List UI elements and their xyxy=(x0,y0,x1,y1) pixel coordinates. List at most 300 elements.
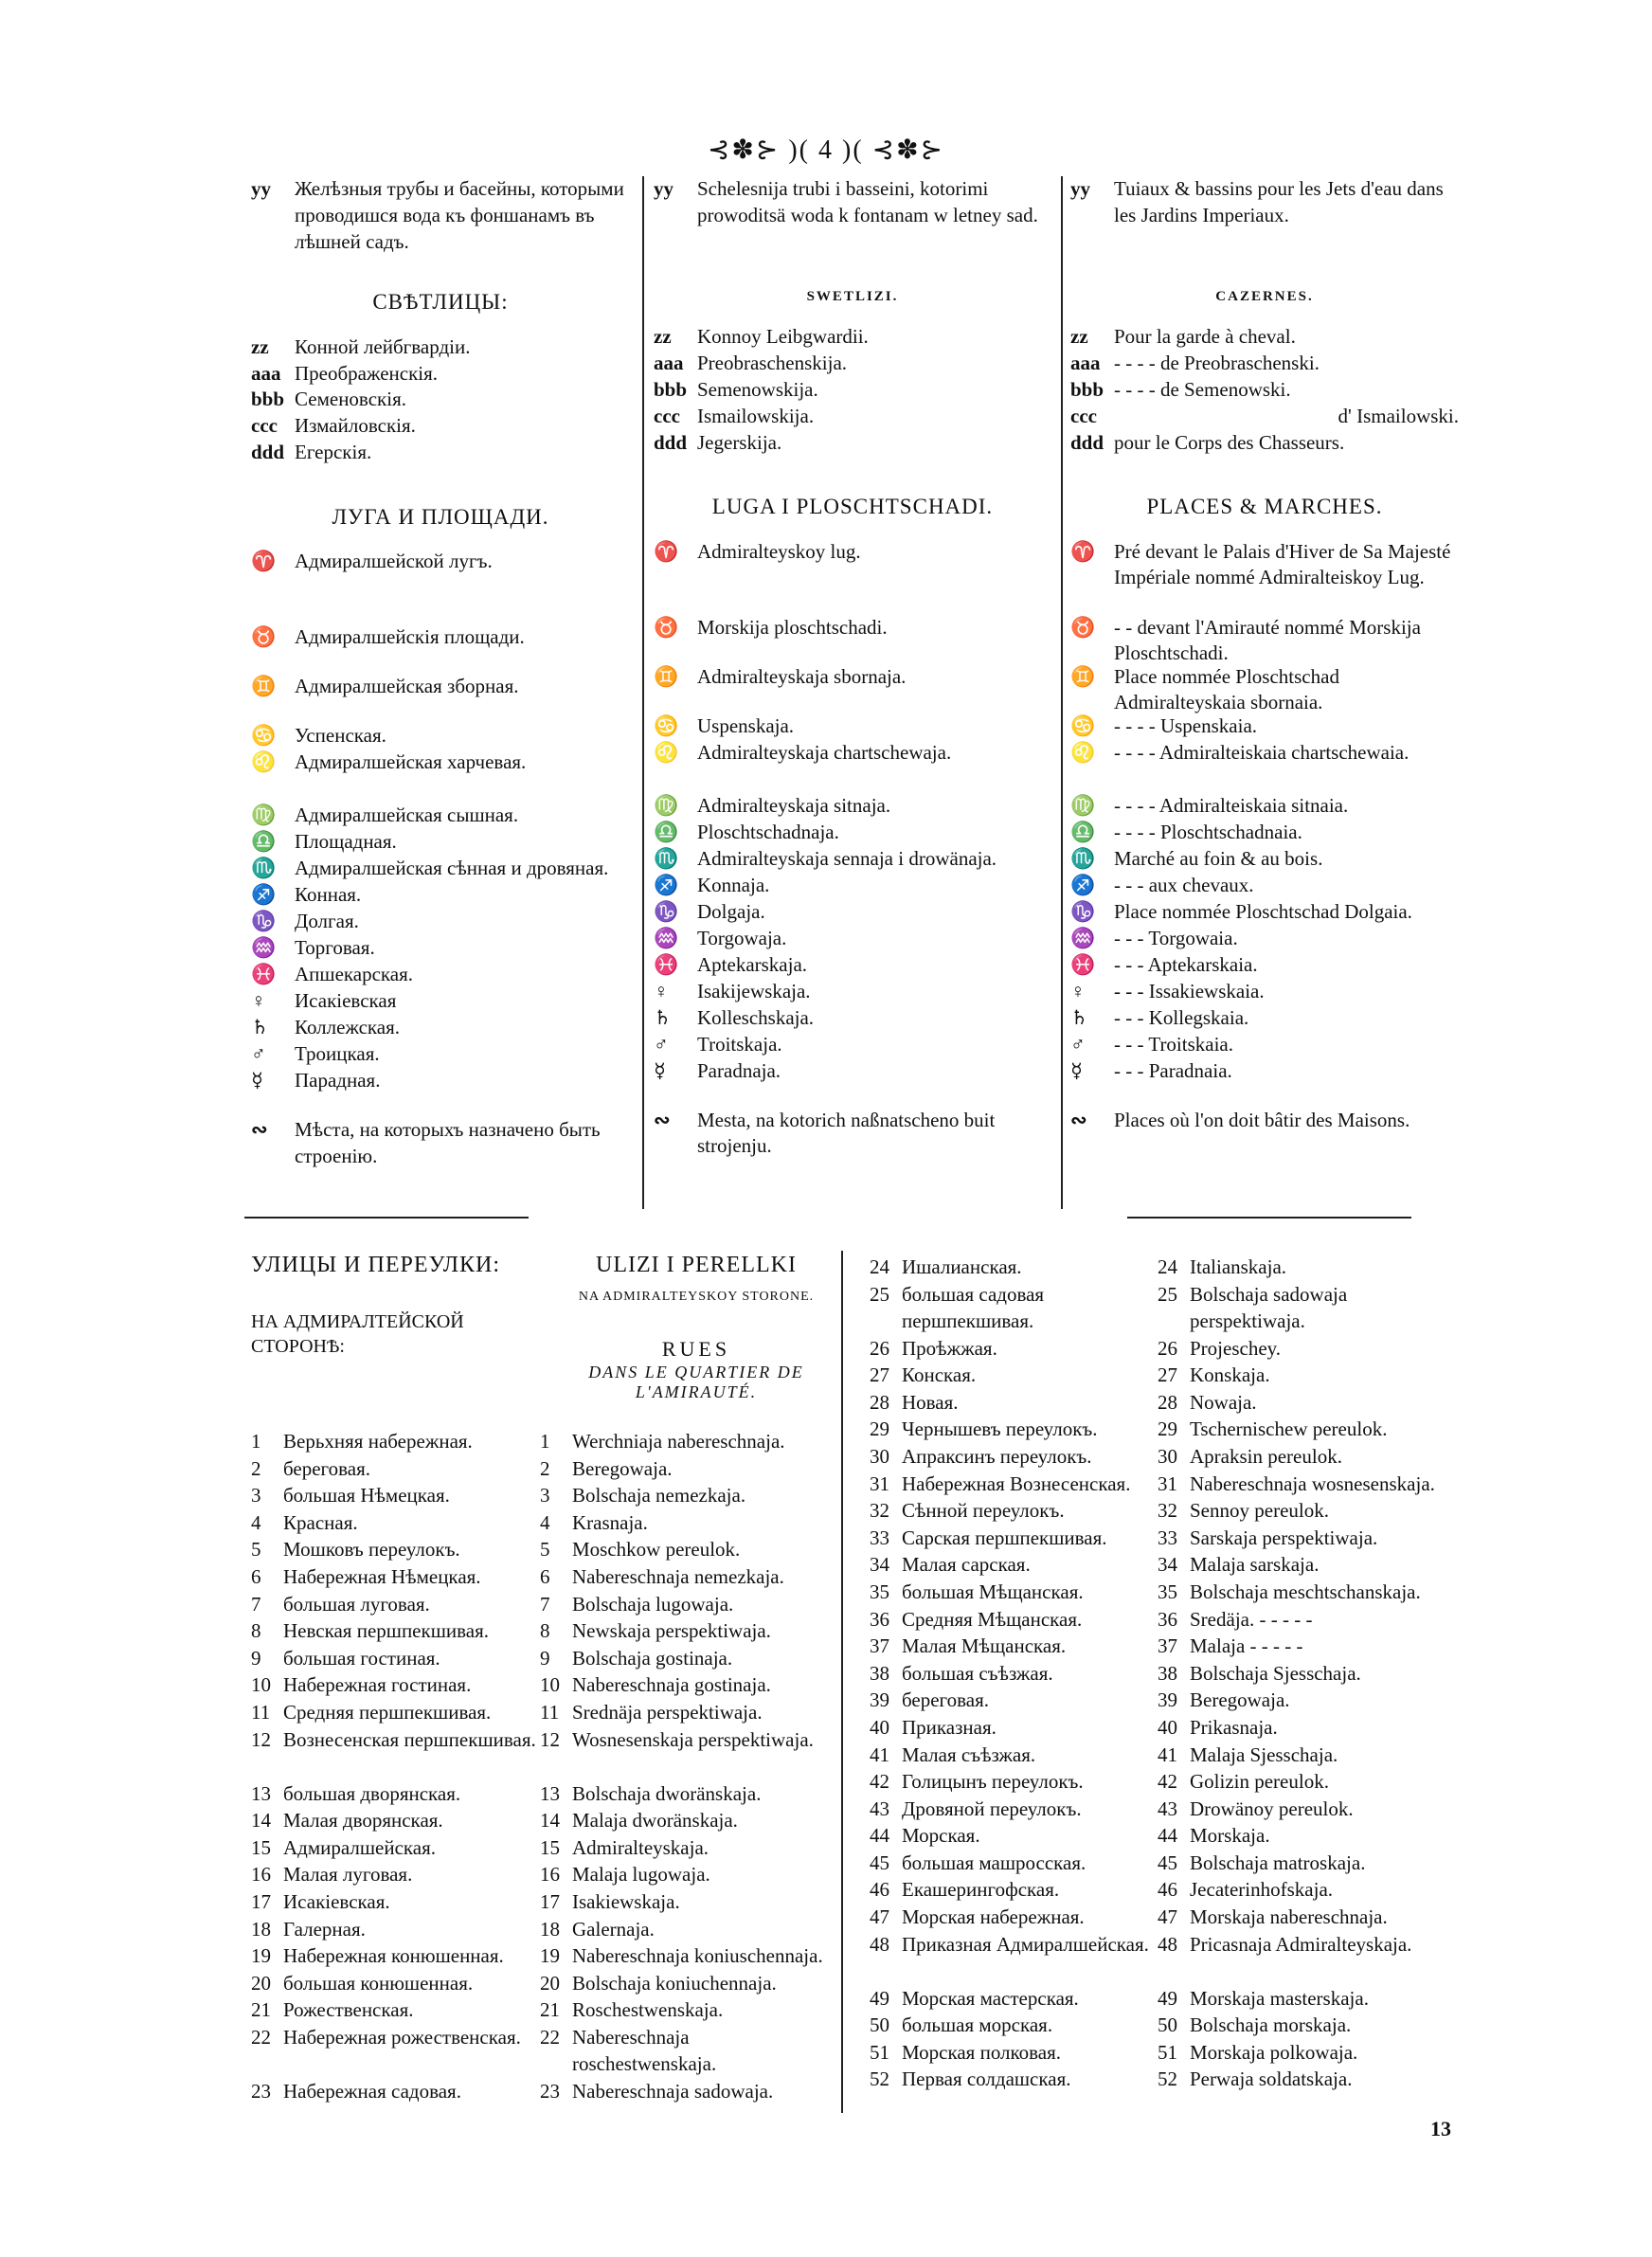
sagittarius-icon: ♐ xyxy=(654,873,679,896)
list-item xyxy=(870,1390,1163,1417)
item-number: 29 xyxy=(870,1417,889,1441)
list-item xyxy=(1158,1580,1442,1607)
item-number: 44 xyxy=(870,1824,889,1848)
street-name: Красная. xyxy=(283,1510,358,1534)
places-list xyxy=(251,549,630,1170)
list-item xyxy=(251,882,630,909)
street-name: Конская. xyxy=(902,1363,977,1387)
virgo-icon: ♍ xyxy=(251,803,277,827)
item-number: 42 xyxy=(1158,1770,1177,1794)
virgo-icon: ♍ xyxy=(654,793,679,817)
street-name: Wosnesenskaja perspektiwaja. xyxy=(572,1727,814,1751)
libra-icon: ♎ xyxy=(654,820,679,843)
street-name: Malaja dworänskaja. xyxy=(572,1809,738,1833)
item-number: 52 xyxy=(870,2067,889,2091)
item-number: 47 xyxy=(870,1905,889,1929)
list-item xyxy=(870,1282,1163,1336)
capricorn-icon: ♑ xyxy=(654,899,679,923)
gemini-icon: ♊ xyxy=(1070,664,1096,688)
entry-code: ccc xyxy=(1070,404,1097,427)
list-item xyxy=(251,1456,564,1484)
entry-text: Желѣзныя трубы и басейны, которыми проводишся вода къ фоншанамъ въ лѣшней садъ. xyxy=(295,177,624,253)
street-name: Nabereschnaja wosnesenskaja. xyxy=(1190,1472,1435,1495)
list-item xyxy=(654,793,1051,820)
list-item xyxy=(870,1688,1163,1715)
aquarius-icon: ♒ xyxy=(1070,926,1096,949)
item-number: 18 xyxy=(251,1917,271,1941)
barracks-list xyxy=(1070,324,1459,468)
venus-icon: ♀ xyxy=(251,989,266,1013)
list-item xyxy=(1158,2067,1442,2094)
list-item xyxy=(251,1808,564,1835)
street-name: Roschestwenskaja. xyxy=(572,1998,724,2022)
list-item xyxy=(540,2079,824,2106)
item-number: 26 xyxy=(870,1336,889,1360)
street-name: Новая. xyxy=(902,1390,959,1414)
street-name: Projeschey. xyxy=(1190,1336,1282,1360)
entry-text: Schelesnija trubi i basseini, kotorimi prowoditsä woda k fontanam w letney sad. xyxy=(697,177,1038,226)
list-item xyxy=(1158,1715,1442,1742)
street-name: Набережная Нѣмецкая. xyxy=(283,1564,481,1588)
section-title-barracks: SWETLIZI. xyxy=(806,289,899,304)
item-number: 8 xyxy=(540,1619,550,1643)
street-name: Morskaja polkowaja. xyxy=(1190,2040,1358,2064)
list-item xyxy=(1070,615,1459,664)
street-name: большая садовая першпекшивая. xyxy=(902,1282,1045,1332)
entry-text: Preobraschenskija. xyxy=(697,351,848,374)
cancer-icon: ♋ xyxy=(251,724,277,748)
item-number: 33 xyxy=(1158,1526,1177,1549)
list-item xyxy=(251,1429,564,1456)
entry-text: Places où l'on doit bâtir des Maisons. xyxy=(1114,1108,1410,1131)
mercury-icon: ☿ xyxy=(654,1058,666,1082)
list-item xyxy=(251,1781,564,1809)
cancer-icon: ♋ xyxy=(1070,713,1096,737)
item-number: 10 xyxy=(251,1673,271,1697)
list-item xyxy=(540,1943,824,1971)
list-item xyxy=(870,1905,1163,1932)
entry-code: ccc xyxy=(654,404,680,427)
list-item xyxy=(251,1592,564,1619)
item-number: 37 xyxy=(1158,1634,1177,1658)
street-name: Чернышевъ переулокъ. xyxy=(902,1417,1098,1441)
entry-text: - - - Kollegskaia. xyxy=(1114,1005,1249,1029)
list-item xyxy=(251,440,630,466)
street-name: Сарская першпекшивая. xyxy=(902,1526,1107,1549)
list-item xyxy=(540,1672,824,1700)
street-name: Morskaja nabereschnaja. xyxy=(1190,1905,1388,1929)
intro-entry xyxy=(1070,176,1459,263)
street-name: Bolschaja sadowaja perspektiwaja. xyxy=(1190,1282,1348,1332)
list-item xyxy=(654,1032,1051,1058)
entry-text: Admiralteyskaja sennaja i drowänaja. xyxy=(697,846,997,870)
entry-code: aaa xyxy=(654,351,684,374)
building-sites-icon: ∾ xyxy=(1070,1108,1087,1131)
entry-text: Адмиралшейская сѣнная и дровяная. xyxy=(295,857,609,880)
list-item xyxy=(1070,740,1459,793)
street-name: Malaja sarskaja. xyxy=(1190,1553,1320,1577)
list-item xyxy=(654,1005,1051,1032)
entry-text: - - - aux chevaux. xyxy=(1114,873,1254,896)
entry-text: - - - Paradnaia. xyxy=(1114,1058,1232,1082)
street-name: Набережная садовая. xyxy=(283,2079,461,2103)
street-name: большая луговая. xyxy=(283,1592,430,1616)
entry-text: Конной лейбгвардіи. xyxy=(295,334,471,358)
street-name: Nabereschnaja sadowaja. xyxy=(572,2079,774,2103)
list-item xyxy=(1070,846,1459,873)
aquarius-icon: ♒ xyxy=(251,936,277,960)
list-item xyxy=(1158,1797,1442,1824)
street-name: Ишалианская. xyxy=(902,1255,1022,1278)
entry-text: - - - - Admiralteiskaia chartschewaia. xyxy=(1114,740,1410,764)
item-number: 16 xyxy=(540,1863,560,1887)
item-number: 31 xyxy=(1158,1472,1177,1495)
street-name: большая Нѣмецкая. xyxy=(283,1484,450,1508)
item-number: 16 xyxy=(251,1863,271,1887)
list-item xyxy=(540,1862,824,1889)
list-item xyxy=(1070,404,1459,430)
street-name: береговая. xyxy=(283,1456,371,1480)
item-number: 27 xyxy=(870,1363,889,1387)
list-item xyxy=(251,1068,630,1094)
item-number: 50 xyxy=(1158,2013,1177,2037)
item-number: 34 xyxy=(870,1553,889,1577)
street-name: Сѣнной переулокъ. xyxy=(902,1499,1065,1523)
street-name: Morskaja masterskaja. xyxy=(1190,1986,1369,2010)
item-number: 14 xyxy=(251,1809,271,1833)
list-item xyxy=(870,1526,1163,1553)
entry-code: bbb xyxy=(654,377,688,401)
list-item xyxy=(1158,1552,1442,1580)
entry-text: Апшекарская. xyxy=(295,963,414,986)
entry-text: - - - Aptekarskaia. xyxy=(1114,952,1258,976)
street-name: Malaja Sjesschaja. xyxy=(1190,1742,1338,1766)
entry-text: Семеновскія. xyxy=(295,388,406,411)
libra-icon: ♎ xyxy=(1070,820,1096,843)
list-item xyxy=(251,1117,630,1170)
list-item xyxy=(1070,377,1459,404)
list-item xyxy=(251,909,630,935)
cancer-icon: ♋ xyxy=(654,713,679,737)
list-item xyxy=(251,1646,564,1673)
list-item xyxy=(251,1835,564,1863)
list-item xyxy=(654,873,1051,899)
pisces-icon: ♓ xyxy=(654,952,679,976)
street-name: Малая сарская. xyxy=(902,1553,1031,1577)
street-name: Italianskaja. xyxy=(1190,1255,1287,1278)
list-item xyxy=(1070,539,1459,615)
item-number: 45 xyxy=(870,1851,889,1874)
street-name: Krasnaja. xyxy=(572,1510,648,1534)
list-item xyxy=(540,1781,824,1809)
entry-code: aaa xyxy=(1070,351,1101,374)
entry-code: ddd xyxy=(251,441,285,464)
list-item xyxy=(1158,1336,1442,1363)
street-name: Morskaja. xyxy=(1190,1824,1270,1848)
street-name: Prikasnaja. xyxy=(1190,1715,1278,1739)
entry-text: - - - - Uspenskaia. xyxy=(1114,713,1258,737)
section-title-streets-french: RUES xyxy=(661,1336,731,1361)
list-item xyxy=(870,1607,1163,1634)
list-item xyxy=(1070,1032,1459,1058)
list-item xyxy=(540,2025,824,2079)
streets-list-latin-1 xyxy=(540,1429,824,2105)
entry-text: Троицкая. xyxy=(295,1042,380,1066)
list-item xyxy=(1158,1905,1442,1932)
item-number: 49 xyxy=(1158,1986,1177,2010)
item-number: 23 xyxy=(251,2079,271,2103)
entry-text: Адмиралшейская харчевая. xyxy=(295,750,527,774)
entry-code: aaa xyxy=(251,361,281,385)
list-item xyxy=(870,1797,1163,1824)
item-number: 34 xyxy=(1158,1553,1177,1577)
item-number: 37 xyxy=(870,1634,889,1658)
item-number: 46 xyxy=(870,1878,889,1902)
entry-code: yy xyxy=(654,177,673,200)
mercury-icon: ☿ xyxy=(1070,1058,1083,1082)
list-item xyxy=(1158,1390,1442,1417)
street-name: Sennoy pereulok. xyxy=(1190,1499,1329,1523)
entry-code: bbb xyxy=(1070,377,1104,401)
saturn-icon: ♄ xyxy=(654,1005,672,1029)
list-item xyxy=(870,1444,1163,1472)
section-title-places: LUGA I PLOSCHTSCHADI. xyxy=(711,494,994,518)
item-number: 48 xyxy=(1158,1932,1177,1956)
street-name: Bolschaja nemezkaja. xyxy=(572,1484,746,1508)
item-number: 45 xyxy=(1158,1851,1177,1874)
list-item xyxy=(1070,793,1459,820)
list-item xyxy=(540,1510,824,1538)
street-name: Malaja - - - - - xyxy=(1190,1634,1303,1658)
list-item xyxy=(251,387,630,413)
list-item xyxy=(870,1363,1163,1390)
item-number: 35 xyxy=(870,1580,889,1603)
entry-text: - - - - de Semenowski. xyxy=(1114,377,1291,401)
places-list xyxy=(654,539,1051,1161)
street-name: Bolschaja lugowaja. xyxy=(572,1592,734,1616)
mars-icon: ♂ xyxy=(654,1032,669,1056)
item-number: 51 xyxy=(1158,2040,1177,2064)
item-number: 14 xyxy=(540,1809,560,1833)
entry-text: Konnaja. xyxy=(697,873,770,896)
street-name: Admiralteyskaja. xyxy=(572,1835,709,1859)
street-name: Bolschaja koniuchennaja. xyxy=(572,1971,777,1995)
street-name: Werchniaja nabereschnaja. xyxy=(572,1430,785,1453)
street-name: Bolschaja matroskaja. xyxy=(1190,1851,1366,1874)
item-number: 29 xyxy=(1158,1417,1177,1441)
list-item xyxy=(870,2013,1163,2040)
list-item xyxy=(1070,430,1459,457)
mercury-icon: ☿ xyxy=(251,1069,263,1092)
entry-text: - - - Troitskaia. xyxy=(1114,1032,1233,1056)
item-number: 7 xyxy=(540,1592,550,1616)
leo-icon: ♌ xyxy=(654,740,679,764)
entry-text: Admiralteyskaja sitnaja. xyxy=(697,793,891,817)
list-item xyxy=(540,1456,824,1484)
item-number: 11 xyxy=(251,1700,271,1724)
item-number: 7 xyxy=(251,1592,261,1616)
list-item xyxy=(1158,1363,1442,1390)
street-name: Екашерингофская. xyxy=(902,1878,1060,1902)
list-item xyxy=(1158,1688,1442,1715)
list-item xyxy=(1070,351,1459,377)
list-item xyxy=(654,615,1051,664)
item-number: 44 xyxy=(1158,1824,1177,1848)
entry-text: Aptekarskaja. xyxy=(697,952,808,976)
list-item xyxy=(251,2025,564,2079)
street-name: Малая Мѣщанская. xyxy=(902,1634,1067,1658)
section-rule xyxy=(244,1217,529,1219)
list-item xyxy=(654,899,1051,926)
street-name: Nabereschnaja gostinaja. xyxy=(572,1673,771,1697)
streets-list-russian-1 xyxy=(251,1429,564,2105)
russian-column xyxy=(251,176,630,1170)
entry-text: - - - - Admiralteiskaia sitnaia. xyxy=(1114,793,1349,817)
street-name: Bolschaja Sjesschaja. xyxy=(1190,1661,1361,1685)
venus-icon: ♀ xyxy=(654,979,669,1002)
list-item xyxy=(870,1336,1163,1363)
item-number: 8 xyxy=(251,1619,261,1643)
item-number: 35 xyxy=(1158,1580,1177,1603)
list-item xyxy=(654,377,1051,404)
section-title-streets-latin: ULIZI I PERELLKI xyxy=(596,1253,797,1277)
list-item xyxy=(540,1592,824,1619)
list-item xyxy=(870,1769,1163,1797)
list-item xyxy=(1070,899,1459,926)
list-item xyxy=(654,351,1051,377)
item-number: 18 xyxy=(540,1917,560,1941)
list-item xyxy=(540,1889,824,1917)
list-item xyxy=(540,1700,824,1727)
entry-text: Парадная. xyxy=(295,1069,381,1092)
list-item xyxy=(654,740,1051,793)
list-item xyxy=(870,1742,1163,1770)
list-item xyxy=(251,856,630,882)
street-name: Srednäja perspektiwaja. xyxy=(572,1700,763,1724)
entry-text: Jegerskija. xyxy=(697,430,782,454)
section-title-streets: УЛИЦЫ И ПЕРЕУЛКИ: xyxy=(251,1253,501,1277)
page-header: ⊰✽⊱ )( 4 )( ⊰✽⊱ xyxy=(707,135,945,165)
entry-text: Paradnaja. xyxy=(697,1058,781,1082)
entry-text: - - - Torgowaia. xyxy=(1114,926,1238,949)
item-number: 39 xyxy=(870,1688,889,1712)
street-name: Средняя Мѣщанская. xyxy=(902,1607,1083,1631)
entry-code: yy xyxy=(1070,177,1090,200)
list-item xyxy=(540,1727,824,1781)
entry-code: ddd xyxy=(1070,430,1104,454)
street-name: Приказная. xyxy=(902,1715,997,1739)
item-number: 13 xyxy=(251,1781,271,1805)
scorpio-icon: ♏ xyxy=(1070,846,1096,870)
street-name: Bolschaja gostinaja. xyxy=(572,1646,733,1670)
list-item xyxy=(870,1634,1163,1661)
mars-icon: ♂ xyxy=(1070,1032,1086,1056)
entry-text: Morskija ploschtschadi. xyxy=(697,615,888,639)
list-item xyxy=(540,1997,824,2025)
list-item xyxy=(654,324,1051,351)
list-item xyxy=(654,926,1051,952)
list-item xyxy=(1070,820,1459,846)
entry-text: Isakijewskaja. xyxy=(697,979,811,1002)
list-item xyxy=(1158,1742,1442,1770)
item-number: 22 xyxy=(251,2025,271,2049)
entry-code: yy xyxy=(251,177,271,200)
list-item xyxy=(1070,1005,1459,1032)
street-name: Дровяной переулокъ. xyxy=(902,1797,1082,1820)
item-number: 1 xyxy=(540,1430,550,1453)
streets-heading-russian xyxy=(251,1251,564,1359)
list-item xyxy=(1070,1108,1459,1134)
entry-text: Исакіевская xyxy=(295,989,397,1013)
street-name: Рожественская. xyxy=(283,1998,414,2022)
street-name: Набережная Вознесенская. xyxy=(902,1472,1131,1495)
list-item xyxy=(870,1552,1163,1580)
street-name: большая морская. xyxy=(902,2013,1053,2037)
street-name: Sredäja. - - - - - xyxy=(1190,1607,1313,1631)
entry-code: zz xyxy=(251,334,269,358)
entry-text: Адмиралшейской лугъ. xyxy=(295,550,493,573)
entry-code: zz xyxy=(1070,324,1088,348)
venus-icon: ♀ xyxy=(1070,979,1086,1002)
gemini-icon: ♊ xyxy=(251,675,277,698)
street-name: Pricasnaja Admiralteyskaja. xyxy=(1190,1932,1412,1956)
street-name: Набережная гостиная. xyxy=(283,1673,472,1697)
street-name: большая съѣзжая. xyxy=(902,1661,1053,1685)
list-item xyxy=(1070,979,1459,1005)
entry-text: Mesta, na kotorich naßnatscheno buit strojenju. xyxy=(697,1108,996,1158)
item-number: 1 xyxy=(251,1430,261,1453)
capricorn-icon: ♑ xyxy=(1070,899,1096,923)
list-item xyxy=(654,979,1051,1005)
item-number: 39 xyxy=(1158,1688,1177,1712)
list-item xyxy=(1158,1417,1442,1444)
item-number: 3 xyxy=(540,1484,550,1508)
virgo-icon: ♍ xyxy=(1070,793,1096,817)
item-number: 4 xyxy=(251,1510,261,1534)
item-number: 17 xyxy=(540,1889,560,1913)
street-name: Вознесенская першпекшивая. xyxy=(283,1727,536,1751)
entry-text: Admiralteyskaja chartschewaja. xyxy=(697,740,952,764)
list-item xyxy=(1158,2013,1442,2040)
libra-icon: ♎ xyxy=(251,830,277,854)
item-number: 48 xyxy=(870,1932,889,1956)
entry-text: - - - - Ploschtschadnaia. xyxy=(1114,820,1302,843)
entry-text: Ismailowskija. xyxy=(697,404,815,427)
street-name: Мошковъ переулокъ. xyxy=(283,1538,460,1562)
building-sites-icon: ∾ xyxy=(251,1118,268,1142)
list-item xyxy=(251,749,630,803)
entry-code: zz xyxy=(654,324,672,348)
entry-text: Коллежская. xyxy=(295,1016,401,1039)
street-name: Galernaja. xyxy=(572,1917,655,1941)
entry-text: - - - Issakiewskaia. xyxy=(1114,979,1265,1002)
list-item xyxy=(1158,1932,1442,1986)
item-number: 10 xyxy=(540,1673,560,1697)
section-subtitle-streets: НА АДМИРАЛТЕЙСКОЙ СТОРОНѢ: xyxy=(251,1310,464,1357)
entry-text: - - devant l'Amirauté nommé Morskija Ploschtschadi. xyxy=(1114,615,1421,665)
street-name: Drowänoy pereulok. xyxy=(1190,1797,1354,1820)
list-item xyxy=(654,846,1051,873)
entry-text: - - - - de Preobraschenski. xyxy=(1114,351,1320,374)
entry-text: Place nommée Ploschtschad Admiralteyskaia sbornaia. xyxy=(1114,664,1339,714)
item-number: 51 xyxy=(870,2040,889,2064)
item-number: 19 xyxy=(251,1944,271,1968)
street-name: Приказная Адмиралшейская. xyxy=(902,1932,1149,1956)
entry-text: Kolleschskaja. xyxy=(697,1005,815,1029)
street-name: Исакіевская. xyxy=(283,1889,390,1913)
street-name: Sarskaja perspektiwaja. xyxy=(1190,1526,1378,1549)
street-name: Морская набережная. xyxy=(902,1905,1085,1929)
